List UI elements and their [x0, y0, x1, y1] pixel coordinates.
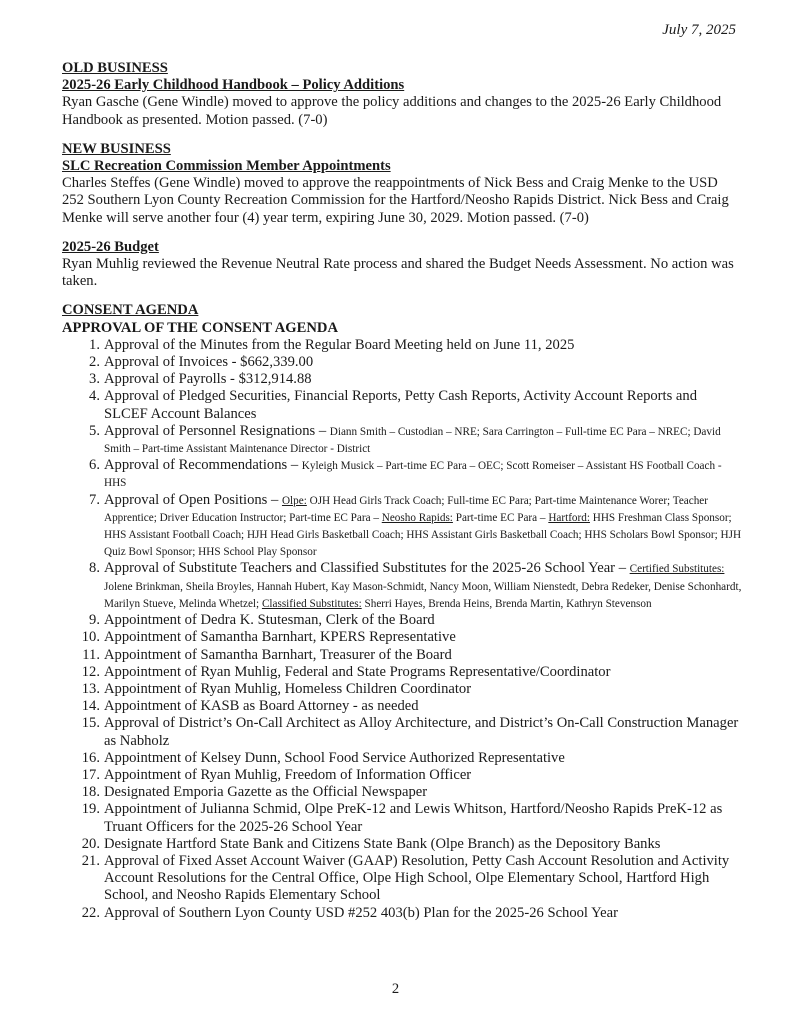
consent-approval-heading: APPROVAL OF THE CONSENT AGENDA [62, 319, 338, 336]
list-item: 3. Approval of Payrolls - $312,914.88 [89, 371, 312, 388]
new-business-heading: NEW BUSINESS [62, 140, 171, 157]
list-item: 21. Approval of Fixed Asset Account Waiver (GAAP) Resolution, Petty Cash Account Resolution and Activity Account Resolutions for the Central Office, Olpe High School, Olpe Elementary School, Hartford High School, and Neosho Rapids Elementary School [81, 852, 730, 904]
list-item: 9. Appointment of Dedra K. Stutesman, Clerk of the Board [89, 612, 435, 629]
recreation-item-text: Charles Steffes (Gene Windle) moved to approve the reappointments of Nick Bess and Craig Menke to the USD 252 Southern Lyon County Recreation Commission for the Hartford/Neosho Rapids District. Nick Bess and Craig Menke will serve another four (4) year term, expiring June 30, 2029. Motion passed. (7-0) [62, 175, 729, 226]
list-item: 4. Approval of Pledged Securities, Financial Reports, Petty Cash Reports, Activity Account Reports and SLCEF Account Balances [89, 388, 697, 422]
list-item: 1. Approval of the Minutes from the Regular Board Meeting held on June 11, 2025 [89, 336, 575, 353]
list-item: 18. Designated Emporia Gazette as the Official Newspaper [81, 784, 428, 801]
list-item: 5. Approval of Personnel Resignations – Diann Smith – Custodian – NRE; Sara Carrington – Full-time EC Para – NREC; David Smith – Part-time Assistant Maintenance Director - District [89, 422, 721, 456]
list-item: 13. Appointment of Ryan Muhlig, Homeless Children Coordinator [81, 680, 472, 697]
list-item: 16. Appointment of Kelsey Dunn, School Food Service Authorized Representative [81, 749, 565, 766]
list-item: 19. Appointment of Julianna Schmid, Olpe PreK-12 and Lewis Whitson, Hartford/Neosho Rapids PreK-12 as Truant Officers for the 2025-26 School Year [81, 801, 723, 835]
budget-item-text: Ryan Muhlig reviewed the Revenue Neutral Rate process and shared the Budget Needs Assessment. No action was taken. [62, 256, 734, 290]
list-item: 6. Approval of Recommendations – Kyleigh Musick – Part-time EC Para – OEC; Scott Romeiser – Assistant HS Football Coach - HHS [89, 457, 722, 490]
page-number: 2 [391, 981, 400, 997]
handbook-item-text: Ryan Gasche (Gene Windle) moved to approve the policy additions and changes to the 2025-26 Early Childhood Handbook as presented. Motion passed. (7-0) [62, 94, 722, 128]
list-item: 20. Designate Hartford State Bank and Citizens State Bank (Olpe Branch) as the Depository Banks [81, 835, 661, 852]
list-item: 17. Appointment of Ryan Muhlig, Freedom of Information Officer [81, 766, 472, 783]
list-item: 8. Approval of Substitute Teachers and Classified Substitutes for the 2025-26 School Year – Certified Substitutes: Jolene Brinkman, Sheila Broyles, Hannah Hubert, Kay Mason-Schmidt, Nancy Moon, William Nienstedt, Debra Redeker, Denise Schonhardt, Marilyn Stueve, Melinda Whetzel; Classified Substitutes: Sherri Hayes, Brenda Heins, Brenda Martin, Kathryn Stevenson [89, 560, 742, 610]
budget-item-title: 2025-26 Budget [62, 238, 159, 255]
consent-agenda-list [62, 337, 742, 922]
meeting-date: July 7, 2025 [662, 22, 736, 38]
list-item: 15. Approval of District’s On-Call Architect as Alloy Architecture, and District’s On-Call Construction Manager as Nabholz [81, 715, 739, 749]
minutes-body [62, 60, 742, 922]
list-item: 2. Approval of Invoices - $662,339.00 [89, 354, 314, 371]
handbook-item-title: 2025-26 Early Childhood Handbook – Policy Additions [62, 77, 405, 94]
old-business-heading: OLD BUSINESS [62, 60, 168, 76]
list-item: 7. Approval of Open Positions – Olpe: OJH Head Girls Track Coach; Full-time EC Para; Part-time Maintenance Worer; Teacher Apprentice; Driver Education Instructor; Part-time EC Para – Neosho Rapids: Part-time EC Para – Hartford: HHS Freshman Class Sponsor; HHS Assistant Football Coach; HJH Head Girls Basketball Coach; HHS Assistant Girls Basketball Coach; HHS Scholars Bowl Sponsor; HJH Quiz Bowl Sponsor; HHS School Play Sponsor [89, 491, 742, 559]
list-item: 11. Appointment of Samantha Barnhart, Treasurer of the Board [82, 646, 452, 663]
consent-agenda-heading: CONSENT AGENDA [62, 302, 199, 319]
list-item: 12. Appointment of Ryan Muhlig, Federal and State Programs Representative/Coordinator [81, 663, 611, 680]
recreation-item-title: SLC Recreation Commission Member Appointments [62, 158, 391, 175]
list-item: 10. Appointment of Samantha Barnhart, KPERS Representative [81, 629, 456, 646]
list-item: 22. Approval of Southern Lyon County USD #252 403(b) Plan for the 2025-26 School Year [81, 904, 618, 921]
list-item: 14. Appointment of KASB as Board Attorney - as needed [81, 698, 419, 715]
